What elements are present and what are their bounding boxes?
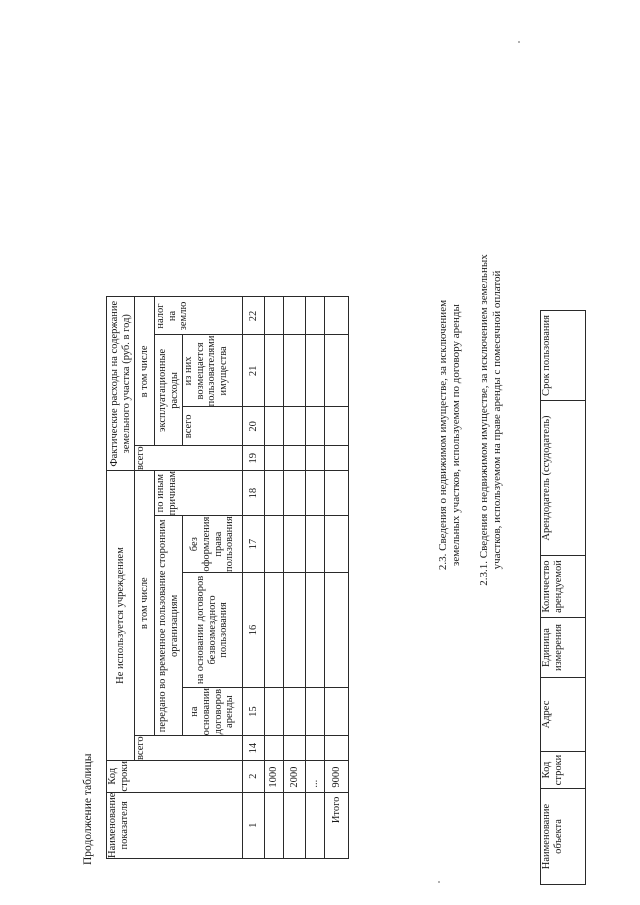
header-unit: Единица измерения [541, 618, 586, 678]
cell [265, 407, 284, 446]
cell [325, 407, 349, 446]
header-address: Адрес [541, 678, 586, 752]
cell [325, 572, 349, 687]
colnum: 19 [243, 446, 265, 471]
header-operating-expenses: эксплуатационные расходы [155, 335, 183, 446]
section-2-3-1-heading: 2.3.1. Сведения о недвижимом имуществе, за исключением земельных участков, используемом на праве аренды с помесячной оплатой [478, 254, 504, 586]
cell [306, 297, 325, 335]
table-row [265, 297, 284, 859]
cell [325, 446, 349, 471]
cell [284, 736, 306, 761]
header-actual-expenses: Фактические расходы на содержание земельного участка (руб. в год) [107, 297, 135, 471]
header-lessor: Арендодатель (ссудодатель) [541, 401, 586, 556]
land-usage-table [106, 296, 349, 859]
colnum: 18 [243, 471, 265, 516]
cell [306, 736, 325, 761]
table-row [284, 297, 306, 859]
colnum: 20 [243, 407, 265, 446]
row-code: 9000 [325, 760, 349, 792]
colnum: 15 [243, 687, 265, 735]
scan-speck [518, 41, 520, 43]
cell [325, 687, 349, 735]
header-including-expenses: в том числе [135, 297, 155, 446]
header-row-code: Код строки [107, 760, 243, 792]
cell [284, 516, 306, 573]
colnum: 16 [243, 572, 265, 687]
cell [284, 446, 306, 471]
row-code: ... [306, 760, 325, 792]
row-code: 1000 [265, 760, 284, 792]
header-no-rights-registration: без оформления права пользования [183, 516, 243, 573]
cell [265, 471, 284, 516]
table-continuation-caption: Продолжение таблицы [82, 753, 94, 865]
cell [284, 572, 306, 687]
cell [265, 736, 284, 761]
colnum: 22 [243, 297, 265, 335]
colnum: 2 [243, 760, 265, 792]
colnum: 21 [243, 335, 265, 407]
header-free-use-agreements: на основании договоров безвозмездного пользования [183, 572, 243, 687]
cell [325, 335, 349, 407]
table-row-total [325, 297, 349, 859]
cell [306, 792, 325, 858]
cell [306, 516, 325, 573]
header-object-name: Наименование объекта [541, 789, 586, 885]
header-other-reasons: по иным причинам [155, 471, 243, 516]
cell [306, 572, 325, 687]
header-land-tax: налог на землю [155, 297, 243, 335]
cell [265, 687, 284, 735]
cell [306, 446, 325, 471]
cell [265, 335, 284, 407]
header-lease-agreements: на основании договоров аренды [183, 687, 243, 735]
header-indicator-name: Наименование показателя [107, 792, 243, 858]
cell [265, 446, 284, 471]
header-leased-quantity: Количество арендуемой [541, 556, 586, 618]
scan-speck [438, 881, 440, 883]
header-reimbursed-by-users: из них возмещается пользователями имущества [183, 335, 243, 407]
cell [284, 471, 306, 516]
header-including-not-used: в том числе [135, 471, 155, 736]
cell [306, 471, 325, 516]
header-operating-total: всего [183, 407, 243, 446]
cell [325, 516, 349, 573]
header-transferred-temp-use: передано во временное пользование сторонним организациям [155, 516, 183, 736]
header-not-used: Не используется учреждением [107, 471, 135, 761]
cell [284, 297, 306, 335]
cell [265, 297, 284, 335]
cell [284, 792, 306, 858]
header-total-not-used: всего [135, 736, 243, 761]
header-row-code: Код строки [541, 752, 586, 789]
header-total-expenses: всего [135, 446, 243, 471]
section-2-3-heading: 2.3. Сведения о недвижимом имуществе, за исключением земельных участков, используемом по договору аренды [437, 299, 463, 571]
cell [265, 792, 284, 858]
cell [284, 335, 306, 407]
column-numbers-row [243, 297, 265, 859]
colnum: 1 [243, 792, 265, 858]
table-row [306, 297, 325, 859]
cell [265, 572, 284, 687]
cell [284, 687, 306, 735]
leased-property-table [540, 310, 586, 885]
colnum: 17 [243, 516, 265, 573]
cell [306, 335, 325, 407]
cell [306, 407, 325, 446]
cell [325, 297, 349, 335]
cell [306, 687, 325, 735]
row-code: 2000 [284, 760, 306, 792]
cell [325, 736, 349, 761]
header-usage-term: Срок пользования [541, 311, 586, 401]
cell [265, 516, 284, 573]
total-label: Итого [325, 792, 349, 858]
cell [284, 407, 306, 446]
colnum: 14 [243, 736, 265, 761]
cell [325, 471, 349, 516]
